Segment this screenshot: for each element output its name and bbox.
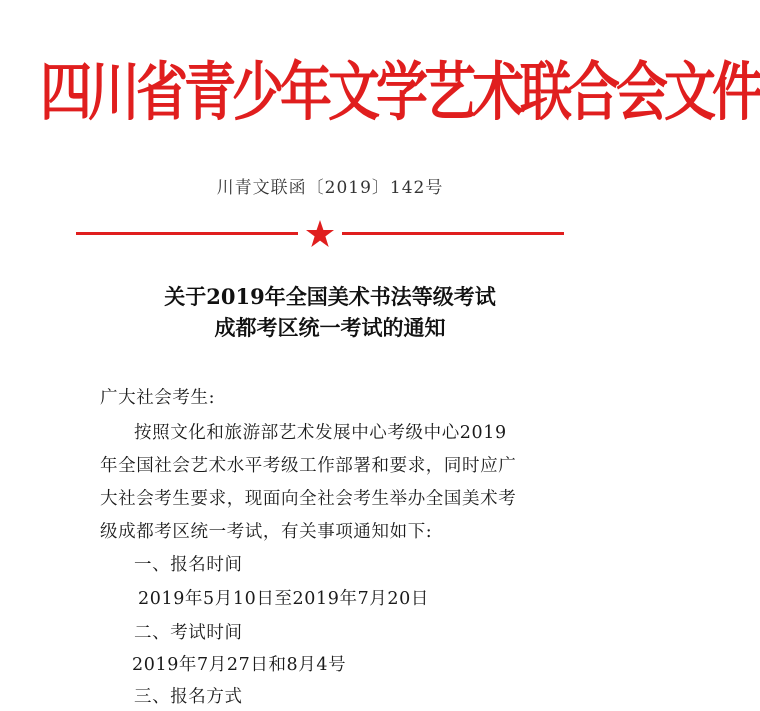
paragraph-line: 按照文化和旅游部艺术发展中心考级中心2019 xyxy=(134,423,507,443)
document-number: 川青文联函〔2019〕142号 xyxy=(216,178,444,198)
organization-title: 四川省青少年文学艺术联合会文件 xyxy=(40,56,760,130)
section-content-registration-time: 2019年5月10日至2019年7月20日 xyxy=(138,589,429,609)
section-heading-registration-method: 三、报名方式 xyxy=(134,687,243,707)
salutation: 广大社会考生: xyxy=(100,388,216,408)
paragraph-line: 级成都考区统一考试，有关事项通知如下: xyxy=(100,522,433,542)
star-icon xyxy=(305,219,335,249)
section-content-exam-time: 2019年7月27日和8月4号 xyxy=(132,655,347,675)
paragraph-line: 年全国社会艺术水平考级工作部署和要求，同时应广 xyxy=(100,456,517,476)
section-heading-registration-time: 一、报名时间 xyxy=(134,555,243,575)
notice-title-line-2: 成都考区统一考试的通知 xyxy=(214,315,446,340)
header-divider-left xyxy=(76,232,298,235)
section-heading-exam-time: 二、考试时间 xyxy=(134,623,243,643)
paragraph-line: 大社会考生要求，现面向全社会考生举办全国美术考 xyxy=(100,489,517,509)
notice-title-line-1: 关于2019年全国美术书法等级考试 xyxy=(164,284,496,309)
header-divider-right xyxy=(342,232,564,235)
